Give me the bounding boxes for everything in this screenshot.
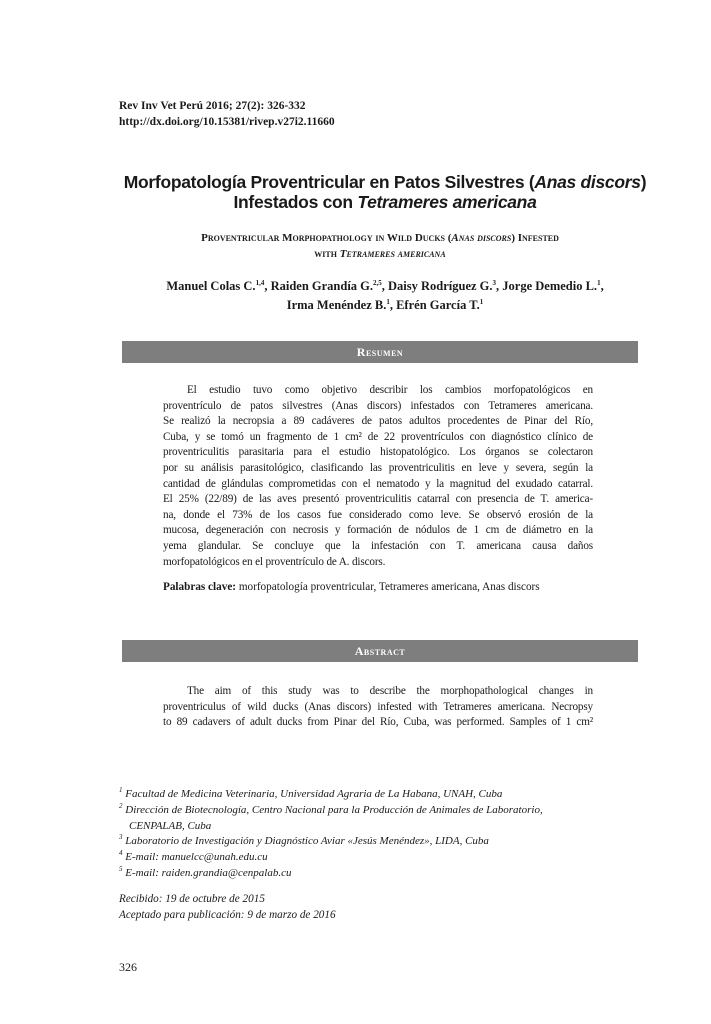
keywords [163, 580, 540, 595]
keywords-text: morfopatología proventricular, Tetrameres americana, Anas discors [236, 581, 540, 593]
resumen-line: yema glandular. Se concluye que la infestación con T. americana causa daños [163, 539, 593, 552]
english-title-parasite: Tetrameres americana [339, 248, 446, 260]
journal-citation: Rev Inv Vet Perú 2016; 27(2): 326-332 [119, 100, 306, 112]
accepted-date: Aceptado para publicación: 9 de marzo de 2016 [119, 908, 336, 921]
page-number: 326 [119, 960, 137, 974]
footnotes [119, 787, 649, 882]
english-title-species: Anas discors [451, 232, 512, 244]
journal-doi: http://dx.doi.org/10.15381/rivep.v27i2.11660 [119, 116, 335, 128]
footnote-marker: 3 [119, 833, 123, 842]
title-text-3: Infestados con [233, 192, 358, 212]
article-title [60, 172, 710, 212]
english-title [90, 230, 670, 262]
footnote-email: E-mail: raiden.grandia@cenpalab.cu [122, 866, 292, 879]
footnote-marker: 2 [119, 801, 123, 810]
author-list: Manuel Colas C.$^{1,4}$, Raiden Grandía G.$^{2,5}$, Daisy Rodríguez G.$^3$, Jorge Demedio L.$^1$, Irma Menéndez B.$^1$, Efrén García T.$^1$ [166, 279, 604, 312]
resumen-line: El estudio tuvo como objetivo describir los cambios morfopatológicos en [187, 384, 593, 396]
author-name: Irma Menéndez B. [286, 298, 387, 312]
abstract-line: The aim of this study was to describe the morphopathological changes in [187, 685, 593, 697]
footnote-marker: 5 [119, 864, 123, 873]
footnote-text: Facultad de Medicina Veterinaria, Universidad Agraria de La Habana, UNAH, Cuba [122, 788, 503, 800]
footnote-text: Dirección de Biotecnología, Centro Nacional para la Producción de Animales de Laboratorio, [122, 803, 543, 816]
resumen-line: proventriculitis parasitaria para el estudio histopatológico. Los órganos se colectaron [163, 446, 593, 459]
footnote [119, 834, 649, 850]
footnote-continuation: CENPALAB, Cuba [129, 819, 212, 832]
english-title-text-1: Proventricular Morphopathology in Wild Ducks ( [201, 232, 452, 244]
english-title-text-3: with [314, 248, 340, 260]
footnote-marker: 1 [119, 786, 123, 794]
title-species: Anas discors [534, 172, 641, 192]
author-name: Manuel Colas C. [166, 279, 256, 293]
author-affiliation: 1 [597, 279, 601, 287]
resumen-heading: Resumen [122, 341, 638, 363]
resumen-line: na, donde el 73% de los casos fue considerado como leve. Se observó erosión de la [163, 508, 593, 521]
resumen-line: morfopatológicos en el proventrículo de A. discors. [163, 555, 386, 568]
author-affiliation: 1 [386, 298, 390, 306]
footnote [119, 866, 649, 882]
abstract-body [163, 684, 593, 731]
footnote [119, 787, 649, 803]
resumen-line: Se realizó la necropsia a 89 cadáveres de patos adultos procedentes de Pinar del Río, [163, 415, 593, 428]
title-parasite: Tetrameres americana [357, 192, 537, 212]
resumen-line: cantidad de glándulas comprometidas con el nematodo y la magnitud del exudado catarral. [163, 477, 593, 490]
footnote-marker: 4 [119, 849, 123, 858]
author-affiliation: 1 [479, 298, 484, 306]
footnote [119, 803, 649, 819]
resumen-body [163, 383, 593, 570]
abstract-line: to 89 cadavers of adult ducks from Pinar del Río, Cuba, was performed. Samples of 1 cm² [163, 716, 593, 729]
keywords-label: Palabras clave: [163, 581, 237, 593]
journal-header [119, 98, 335, 130]
author-name: , Daisy Rodríguez G. [381, 279, 493, 293]
resumen-line: El 25% (22/89) de las aves presentó proventriculitis catarral con presencia de T. america- [163, 493, 593, 506]
resumen-line: por su análisis parasitológico, clasificando las proventriculitis en leve y severa, según la [163, 461, 593, 474]
author-affiliation: 1,4 [255, 279, 265, 287]
title-text-1: Morfopatología Proventricular en Patos Silvestres ( [123, 172, 535, 192]
footnote [119, 850, 649, 866]
author-name: , Efrén García T. [389, 298, 480, 312]
author-name: , Jorge Demedio L. [496, 279, 598, 293]
english-title-text-2: ) Infested [511, 232, 559, 244]
article-dates [119, 892, 336, 923]
author-name: , Raiden Grandía G. [264, 279, 374, 293]
abstract-heading: Abstract [122, 640, 638, 662]
resumen-line: Cuba, y se tomó un fragmento de 1 cm² de 22 proventrículos con diagnóstico clínico de [163, 430, 593, 443]
footnote-email: E-mail: manuelcc@unah.edu.cu [122, 851, 268, 864]
author-affiliation: 3 [492, 279, 497, 287]
resumen-line: mucosa, degeneración con necrosis y formación de nódulos de 1 cm de diámetro en la [163, 524, 593, 537]
footnote-text: Laboratorio de Investigación y Diagnóstico Aviar «Jesús Menéndez», LIDA, Cuba [122, 835, 489, 848]
received-date: Recibido: 19 de octubre de 2015 [119, 893, 265, 905]
author-affiliation: 2,5 [373, 279, 382, 287]
resumen-line: proventrículo de patos silvestres (Anas discors) infestados con Tetrameres americana. [163, 399, 593, 412]
title-text-2: ) [640, 172, 647, 192]
abstract-line: proventriculus of wild ducks (Anas discors) infested with Tetrameres americana. Necropsy [163, 700, 593, 713]
